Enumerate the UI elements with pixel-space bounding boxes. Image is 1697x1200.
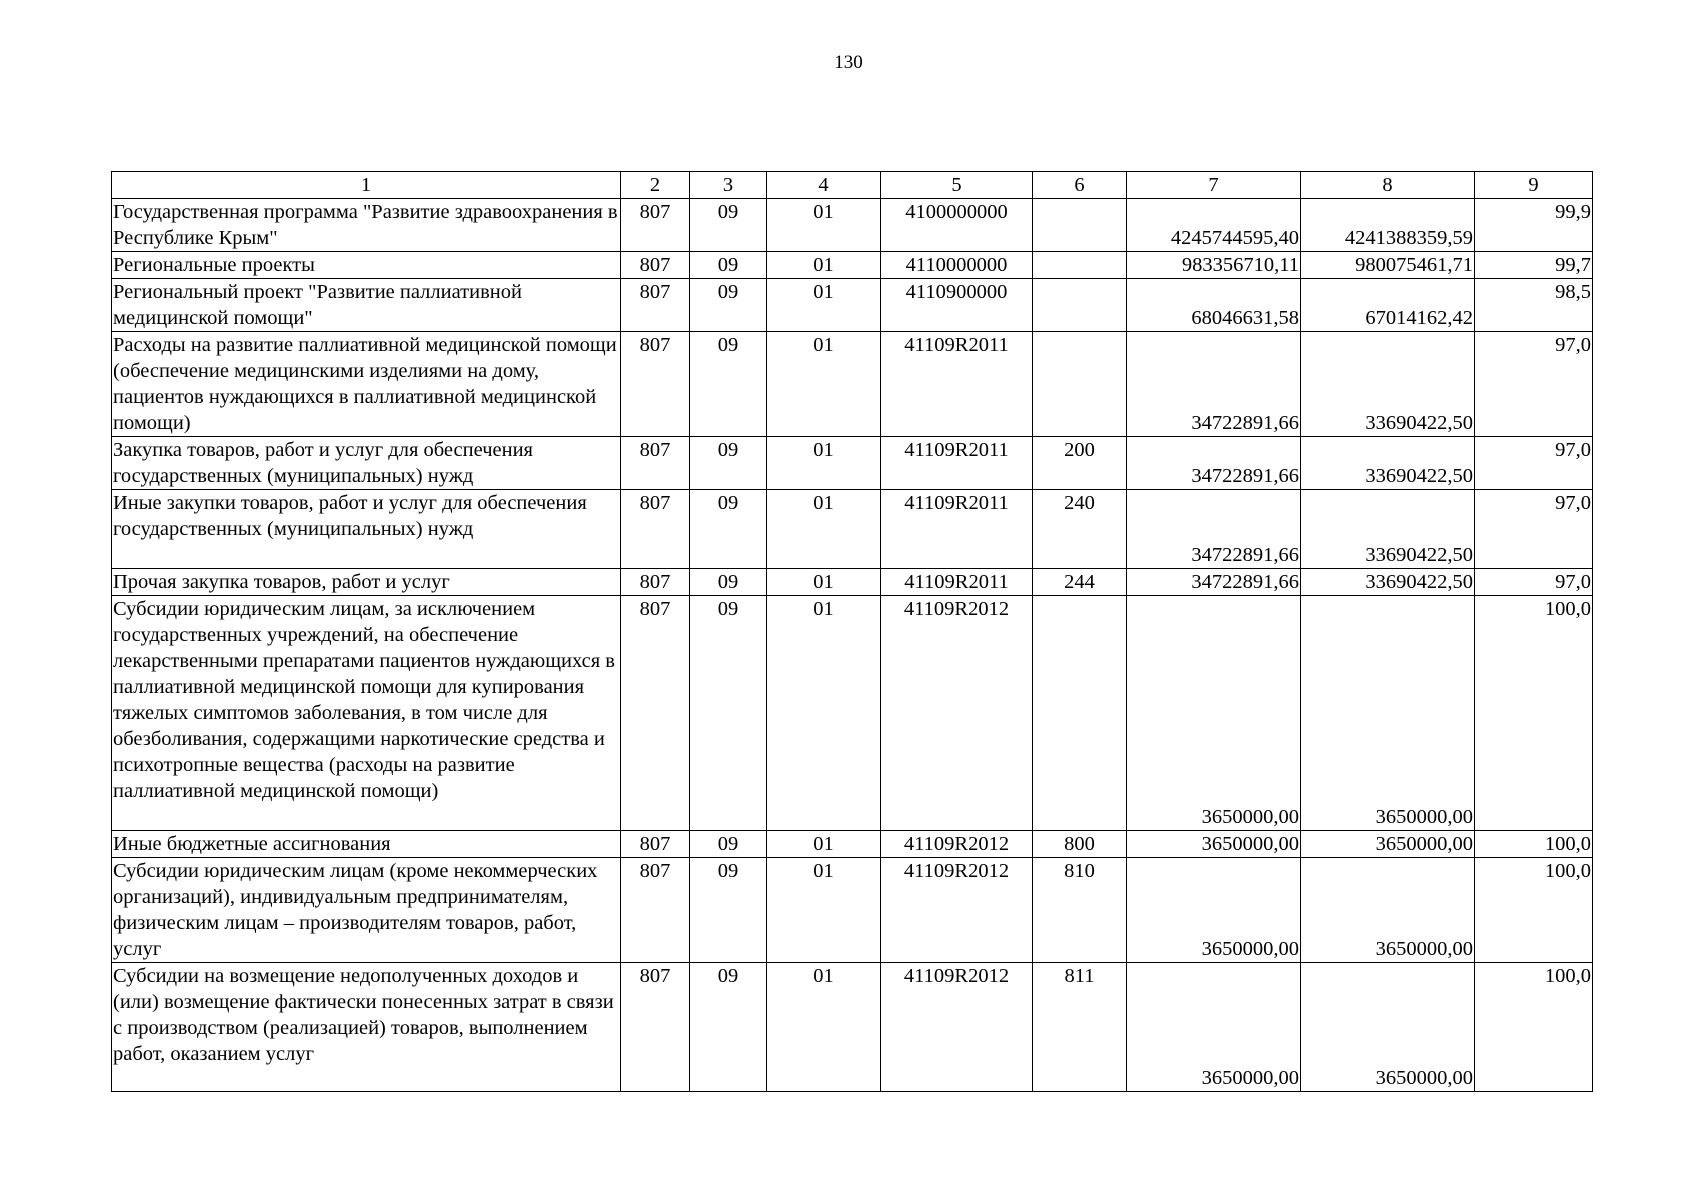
row-amount-8: 3650000,00 bbox=[1301, 858, 1475, 963]
row-amount-7: 34722891,66 bbox=[1127, 437, 1301, 490]
row-amount-7: 3650000,00 bbox=[1127, 831, 1301, 858]
row-code-5: 41109R2011 bbox=[881, 437, 1033, 490]
row-code-3: 09 bbox=[690, 963, 767, 1092]
row-code-6 bbox=[1033, 596, 1127, 831]
row-code-3: 09 bbox=[690, 332, 767, 437]
row-code-5: 41109R2012 bbox=[881, 596, 1033, 831]
row-code-5: 4110000000 bbox=[881, 252, 1033, 279]
row-amount-7: 4245744595,40 bbox=[1127, 199, 1301, 252]
row-code-4: 01 bbox=[767, 490, 881, 569]
row-name: Региональный проект "Развитие паллиативной медицинской помощи" bbox=[112, 279, 621, 332]
row-percent-9: 100,0 bbox=[1475, 858, 1593, 963]
row-code-2: 807 bbox=[621, 569, 690, 596]
header-cell-7: 7 bbox=[1127, 172, 1301, 199]
row-amount-7: 3650000,00 bbox=[1127, 963, 1301, 1092]
row-code-4: 01 bbox=[767, 199, 881, 252]
row-code-6: 240 bbox=[1033, 490, 1127, 569]
row-code-5: 4100000000 bbox=[881, 199, 1033, 252]
header-cell-3: 3 bbox=[690, 172, 767, 199]
header-cell-6: 6 bbox=[1033, 172, 1127, 199]
row-code-3: 09 bbox=[690, 279, 767, 332]
row-percent-9: 100,0 bbox=[1475, 596, 1593, 831]
table-row bbox=[112, 332, 1593, 437]
table-row bbox=[112, 490, 1593, 569]
row-percent-9: 100,0 bbox=[1475, 831, 1593, 858]
row-code-4: 01 bbox=[767, 858, 881, 963]
header-cell-9: 9 bbox=[1475, 172, 1593, 199]
row-name: Закупка товаров, работ и услуг для обеспечения государственных (муниципальных) нужд bbox=[112, 437, 621, 490]
row-code-2: 807 bbox=[621, 437, 690, 490]
row-code-6 bbox=[1033, 199, 1127, 252]
row-amount-8: 3650000,00 bbox=[1301, 963, 1475, 1092]
table-row bbox=[112, 199, 1593, 252]
row-code-6: 811 bbox=[1033, 963, 1127, 1092]
row-code-3: 09 bbox=[690, 858, 767, 963]
row-percent-9: 97,0 bbox=[1475, 437, 1593, 490]
row-code-5: 41109R2012 bbox=[881, 831, 1033, 858]
table-row bbox=[112, 437, 1593, 490]
row-percent-9: 97,0 bbox=[1475, 332, 1593, 437]
row-amount-8: 33690422,50 bbox=[1301, 332, 1475, 437]
budget-table bbox=[111, 171, 1593, 1092]
row-percent-9: 98,5 bbox=[1475, 279, 1593, 332]
row-code-2: 807 bbox=[621, 252, 690, 279]
row-code-4: 01 bbox=[767, 332, 881, 437]
row-code-2: 807 bbox=[621, 858, 690, 963]
row-amount-7: 3650000,00 bbox=[1127, 858, 1301, 963]
page-number: 130 bbox=[834, 52, 863, 73]
header-cell-1: 1 bbox=[112, 172, 621, 199]
row-code-6: 200 bbox=[1033, 437, 1127, 490]
row-amount-8: 33690422,50 bbox=[1301, 490, 1475, 569]
row-amount-7: 68046631,58 bbox=[1127, 279, 1301, 332]
row-code-3: 09 bbox=[690, 831, 767, 858]
table-row bbox=[112, 569, 1593, 596]
row-code-4: 01 bbox=[767, 437, 881, 490]
header-cell-5: 5 bbox=[881, 172, 1033, 199]
row-code-4: 01 bbox=[767, 963, 881, 1092]
row-amount-8: 980075461,71 bbox=[1301, 252, 1475, 279]
row-name: Государственная программа "Развитие здравоохранения в Республике Крым" bbox=[112, 199, 621, 252]
row-code-3: 09 bbox=[690, 569, 767, 596]
row-code-6: 810 bbox=[1033, 858, 1127, 963]
row-code-5: 4110900000 bbox=[881, 279, 1033, 332]
row-percent-9: 97,0 bbox=[1475, 569, 1593, 596]
table-row bbox=[112, 858, 1593, 963]
row-name: Региональные проекты bbox=[112, 252, 621, 279]
table-header bbox=[112, 172, 1593, 199]
row-code-5: 41109R2011 bbox=[881, 490, 1033, 569]
row-name: Субсидии юридическим лицам, за исключением государственных учреждений, на обеспечение лекарственными препаратами пациентов нуждающихся в паллиативной медицинской помощи для купирования тяжелых симптомов заболевания, в том числе для обезболивания, содержащими наркотические средства и психотропные вещества (расходы на развитие паллиативной медицинской помощи) bbox=[112, 596, 621, 831]
row-name: Иные закупки товаров, работ и услуг для обеспечения государственных (муниципальных) нужд bbox=[112, 490, 621, 569]
row-percent-9: 100,0 bbox=[1475, 963, 1593, 1092]
row-code-4: 01 bbox=[767, 252, 881, 279]
table-row bbox=[112, 596, 1593, 831]
row-code-2: 807 bbox=[621, 279, 690, 332]
row-percent-9: 99,9 bbox=[1475, 199, 1593, 252]
table-row bbox=[112, 252, 1593, 279]
header-row bbox=[112, 172, 1593, 199]
row-code-2: 807 bbox=[621, 831, 690, 858]
row-amount-8: 33690422,50 bbox=[1301, 437, 1475, 490]
row-code-4: 01 bbox=[767, 831, 881, 858]
row-percent-9: 99,7 bbox=[1475, 252, 1593, 279]
row-amount-8: 67014162,42 bbox=[1301, 279, 1475, 332]
header-cell-8: 8 bbox=[1301, 172, 1475, 199]
row-amount-8: 3650000,00 bbox=[1301, 831, 1475, 858]
row-name: Субсидии юридическим лицам (кроме некоммерческих организаций), индивидуальным предпринимателям, физическим лицам – производителям товаров, работ, услуг bbox=[112, 858, 621, 963]
row-code-6: 244 bbox=[1033, 569, 1127, 596]
row-code-6: 800 bbox=[1033, 831, 1127, 858]
row-amount-7: 983356710,11 bbox=[1127, 252, 1301, 279]
row-amount-8: 3650000,00 bbox=[1301, 596, 1475, 831]
row-code-5: 41109R2011 bbox=[881, 569, 1033, 596]
row-code-3: 09 bbox=[690, 437, 767, 490]
row-code-3: 09 bbox=[690, 199, 767, 252]
row-code-5: 41109R2011 bbox=[881, 332, 1033, 437]
table-row bbox=[112, 963, 1593, 1092]
row-code-6 bbox=[1033, 252, 1127, 279]
row-amount-7: 34722891,66 bbox=[1127, 490, 1301, 569]
row-code-5: 41109R2012 bbox=[881, 963, 1033, 1092]
row-amount-7: 3650000,00 bbox=[1127, 596, 1301, 831]
row-name: Расходы на развитие паллиативной медицинской помощи (обеспечение медицинскими изделиями на дому, пациентов нуждающихся в паллиативной медицинской помощи) bbox=[112, 332, 621, 437]
row-amount-8: 33690422,50 bbox=[1301, 569, 1475, 596]
row-amount-7: 34722891,66 bbox=[1127, 332, 1301, 437]
header-cell-4: 4 bbox=[767, 172, 881, 199]
header-cell-2: 2 bbox=[621, 172, 690, 199]
row-code-3: 09 bbox=[690, 252, 767, 279]
row-name: Иные бюджетные ассигнования bbox=[112, 831, 621, 858]
row-code-6 bbox=[1033, 279, 1127, 332]
row-name: Прочая закупка товаров, работ и услуг bbox=[112, 569, 621, 596]
row-percent-9: 97,0 bbox=[1475, 490, 1593, 569]
row-code-3: 09 bbox=[690, 490, 767, 569]
table-row bbox=[112, 279, 1593, 332]
row-code-4: 01 bbox=[767, 569, 881, 596]
row-name: Субсидии на возмещение недополученных доходов и (или) возмещение фактически понесенных затрат в связи с производством (реализацией) товаров, выполнением работ, оказанием услуг bbox=[112, 963, 621, 1092]
row-code-2: 807 bbox=[621, 963, 690, 1092]
row-amount-7: 34722891,66 bbox=[1127, 569, 1301, 596]
row-code-2: 807 bbox=[621, 332, 690, 437]
row-amount-8: 4241388359,59 bbox=[1301, 199, 1475, 252]
row-code-3: 09 bbox=[690, 596, 767, 831]
row-code-6 bbox=[1033, 332, 1127, 437]
row-code-2: 807 bbox=[621, 596, 690, 831]
table-body bbox=[112, 199, 1593, 1092]
row-code-2: 807 bbox=[621, 490, 690, 569]
row-code-4: 01 bbox=[767, 596, 881, 831]
row-code-4: 01 bbox=[767, 279, 881, 332]
row-code-5: 41109R2012 bbox=[881, 858, 1033, 963]
row-code-2: 807 bbox=[621, 199, 690, 252]
table-row bbox=[112, 831, 1593, 858]
